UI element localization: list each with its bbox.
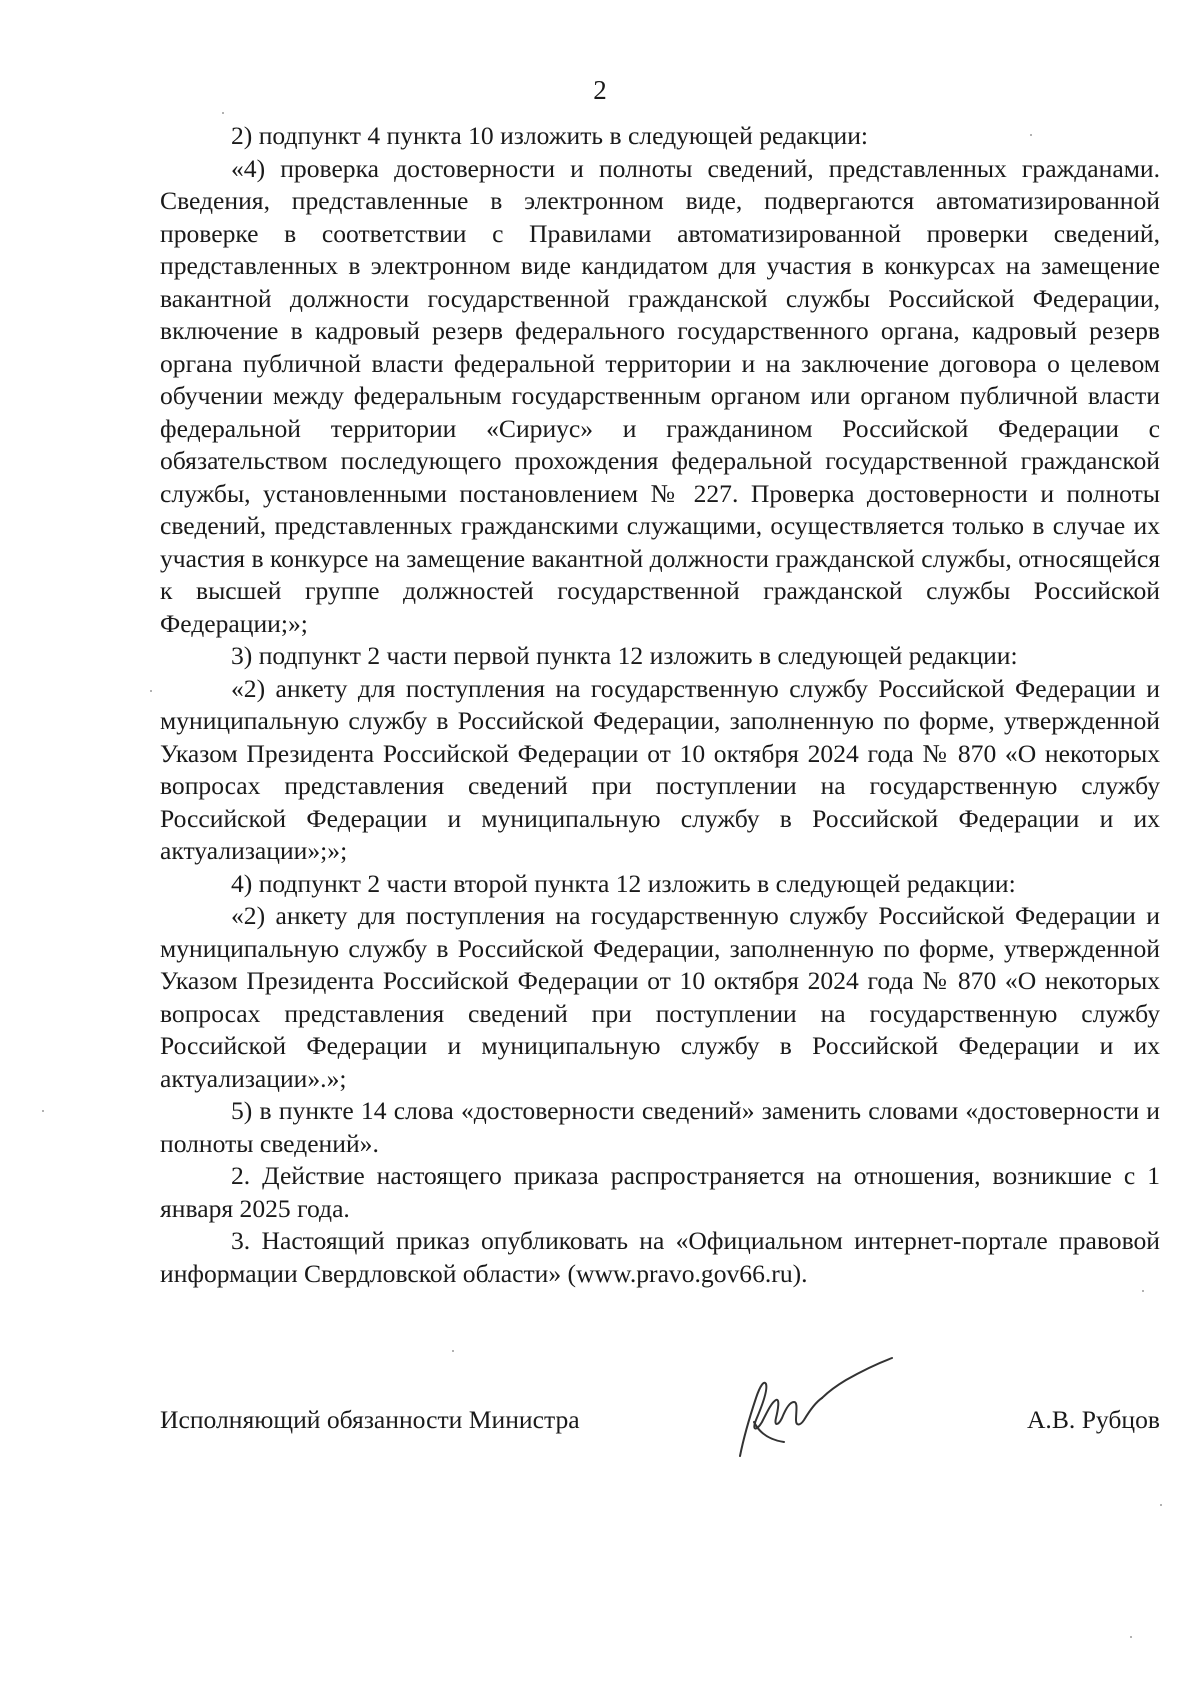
- scan-speck: [1160, 1504, 1162, 1506]
- signatory-name: А.В. Рубцов: [1026, 1405, 1160, 1434]
- scan-speck: [150, 690, 152, 692]
- signatory-position: Исполняющий обязанности Министра: [160, 1405, 580, 1434]
- paragraph-amendment-3: 3) подпункт 2 части первой пункта 12 изложить в следующей редакции:: [231, 641, 1018, 670]
- scan-speck: [452, 1350, 454, 1352]
- handwritten-signature-icon: [726, 1336, 896, 1466]
- signature-block: [160, 1404, 1160, 1504]
- scan-speck: [222, 112, 224, 114]
- paragraph-amendment-4: 4) подпункт 2 части второй пункта 12 изложить в следующей редакции:: [231, 868, 1016, 898]
- paragraph-clause-2: 2. Действие настоящего приказа распространяется на отношения, возникшие с 1 января 2025 года.: [160, 1161, 1160, 1223]
- paragraph-new-subpoint-2-part-1: «2) анкету для поступления на государственную службу Российской Федерации и муниципальную службу в Российской Федерации, заполненную по форме, утвержденной Указом Президента Российской Федерации от 10 октября 2024 года № 870 «О некоторых вопросах представления сведений при поступлении на государственную службу Российской Федерации и муниципальную службу в Российской Федерации и их актуализации»;»;: [160, 673, 1160, 865]
- paragraph-amendment-5: 5) в пункте 14 слова «достоверности сведений» заменить словами «достоверности и полноты сведений».: [160, 1096, 1160, 1158]
- scan-speck: [42, 1110, 44, 1112]
- scan-speck: [1030, 134, 1032, 136]
- paragraph-amendment-2: 2) подпункт 4 пункта 10 изложить в следующей редакции:: [231, 121, 869, 150]
- paragraph-clause-3: 3. Настоящий приказ опубликовать на «Официальном интернет-портале правовой информации Свердловской области» (www.pravo.gov66.ru).: [160, 1226, 1160, 1288]
- page-number: 2: [593, 75, 607, 105]
- scan-speck: [1142, 1290, 1144, 1292]
- scan-speck: [1130, 1636, 1132, 1638]
- document-body: [160, 120, 1160, 1290]
- paragraph-new-subpoint-4: «4) проверка достоверности и полноты сведений, представленных гражданами. Сведения, представленные в электронном виде, подвергаются автоматизированной проверке в соответствии с Правилами автоматизированной проверки сведений, представленных в электронном виде кандидатом для участия в конкурсах на замещение вакантной должности государственной гражданской службы Российской Федерации, включение в кадровый резерв федерального государственного органа, кадровый резерв органа публичной власти федеральной территории и на заключение договора о целевом обучении между федеральным государственным органом или органом публичной власти федеральной территории «Сириус» и гражданином Российской Федерации с обязательством последующего прохождения федеральной государственной гражданской службы, установленными постановлением № 227. Проверка достоверности и полноты сведений, представленных гражданскими служащими, осуществляется только в случае их участия в конкурсе на замещение вакантной должности гражданской службы, относящейся к высшей группе должностей государственной гражданской службы Российской Федерации;»;: [160, 153, 1160, 638]
- paragraph-new-subpoint-2-part-2: «2) анкету для поступления на государственную службу Российской Федерации и муниципальную службу в Российской Федерации, заполненную по форме, утвержденной Указом Президента Российской Федерации от 10 октября 2024 года № 870 «О некоторых вопросах представления сведений при поступлении на государственную службу Российской Федерации и муниципальную службу в Российской Федерации и их актуализации».»;: [160, 901, 1160, 1093]
